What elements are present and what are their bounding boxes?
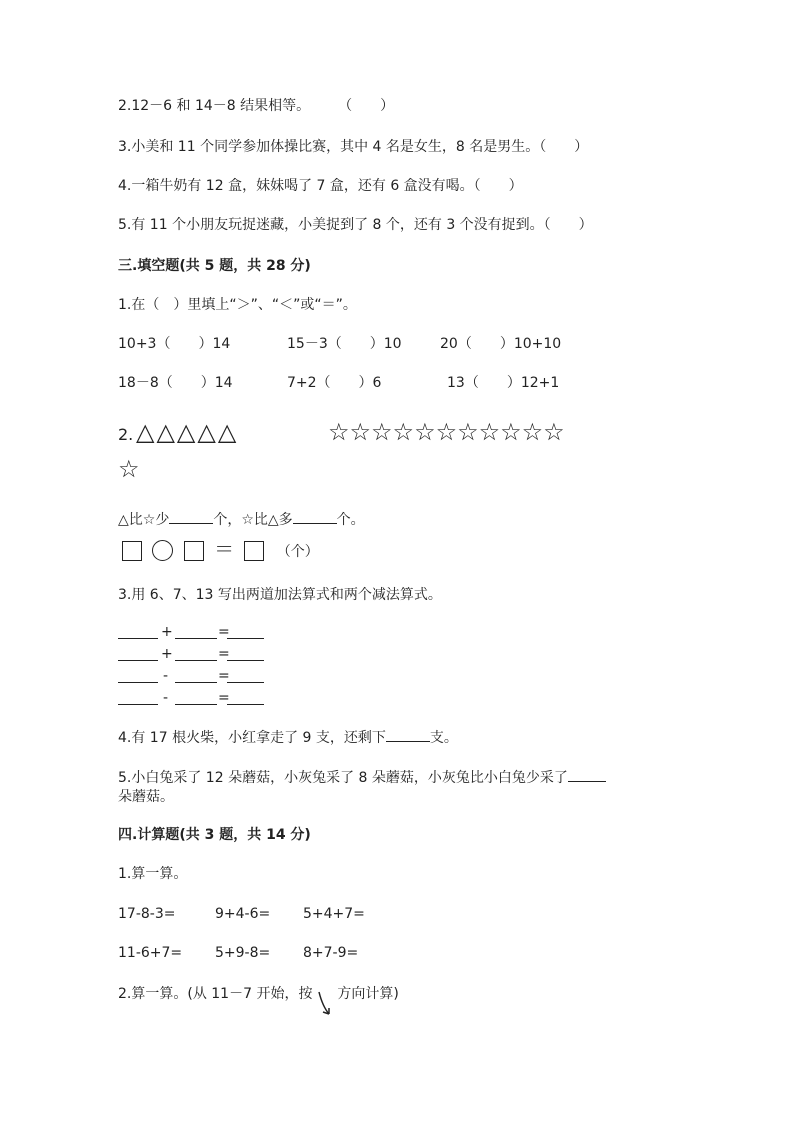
fill-question-4 [118, 726, 458, 748]
section-4-heading: 四.计算题(共 3 题，共 14 分) [118, 827, 311, 843]
equals-sign: = [218, 646, 230, 662]
equation-blank[interactable] [175, 682, 217, 683]
compare-item: 18－8（ ）14 [118, 375, 233, 391]
operator: - [163, 690, 169, 706]
compare-item: 15－3（ ）10 [287, 336, 402, 352]
question-4: 4.一箱牛奶有 12 盒，妹妹喝了 7 盒，还有 6 盒没有喝。（ ） [118, 178, 523, 194]
compare-text-a: △比☆少 [118, 512, 170, 528]
compare-item: 13（ ）12+1 [447, 375, 560, 391]
equals-sign: = [218, 624, 230, 640]
equation-blank[interactable] [175, 660, 217, 661]
compare-text-b: 个，☆比△多 [213, 512, 293, 528]
equation-blank[interactable] [227, 638, 264, 639]
answer-blank[interactable] [386, 726, 430, 742]
triangles-row: △△△△△ [136, 418, 239, 446]
equals-sign: = [218, 690, 230, 706]
equation-blank[interactable] [175, 704, 217, 705]
calc-item: 9+4-6= [215, 906, 271, 922]
answer-blank[interactable] [293, 508, 337, 524]
question-text-end: 方向计算) [337, 986, 399, 1002]
calc-question-1: 1.算一算。 [118, 866, 188, 882]
answer-blank[interactable] [568, 766, 606, 782]
calc-item: 5+4+7= [303, 906, 365, 922]
answer-box[interactable] [244, 541, 264, 561]
equation-blank[interactable] [118, 682, 158, 683]
fill-question-1: 1.在（ ）里填上“＞”、“＜”或“＝”。 [118, 297, 357, 313]
question-3: 3.小美和 11 个同学参加体操比赛，其中 4 名是女生，8 名是男生。（ ） [118, 139, 589, 155]
section-3-heading: 三.填空题(共 5 题，共 28 分) [118, 258, 311, 274]
equation-blank[interactable] [227, 660, 264, 661]
equation-blank[interactable] [118, 638, 158, 639]
fill-question-2-number: 2. [118, 425, 134, 444]
arrow-down-right-icon [317, 984, 333, 1004]
stars-row-2: ☆ [118, 455, 140, 483]
fill-question-5 [118, 766, 606, 788]
calc-question-2 [118, 984, 399, 1004]
calc-item: 17-8-3= [118, 906, 176, 922]
question-text: 4.有 17 根火柴，小红拿走了 9 支，还剩下 [118, 730, 386, 746]
question-text-end: 支。 [429, 730, 458, 746]
calc-item: 5+9-8= [215, 945, 271, 961]
question-text: 5.小白兔采了 12 朵蘑菇，小灰兔采了 8 朵蘑菇，小灰兔比小白兔少采了 [118, 770, 568, 786]
question-5: 5.有 11 个小朋友玩捉迷藏，小美捉到了 8 个，还有 3 个没有捉到。（ ） [118, 217, 593, 233]
unit-label: （个） [276, 544, 319, 560]
equation-blank[interactable] [118, 660, 158, 661]
equals-sign: = [218, 668, 230, 684]
stars-row: ☆☆☆☆☆☆☆☆☆☆☆ [328, 418, 565, 446]
compare-item: 20（ ）10+10 [440, 336, 562, 352]
answer-box[interactable] [122, 541, 142, 561]
question-2: 2.12－6 和 14－8 结果相等。 （ ） [118, 98, 395, 114]
question-text: 2.算一算。(从 11－7 开始，按 [118, 986, 313, 1002]
operator-circle[interactable] [152, 540, 173, 561]
calc-item: 8+7-9= [303, 945, 359, 961]
calc-item: 11-6+7= [118, 945, 183, 961]
operator: + [161, 624, 173, 640]
compare-item: 7+2（ ）6 [287, 375, 382, 391]
equation-boxes [122, 537, 319, 564]
equation-blank[interactable] [175, 638, 217, 639]
operator: + [161, 646, 173, 662]
equals-sign: ＝ [214, 537, 235, 561]
fill-question-5-cont: 朵蘑菇。 [118, 789, 174, 805]
compare-text-c: 个。 [336, 512, 365, 528]
answer-box[interactable] [184, 541, 204, 561]
equation-blank[interactable] [227, 704, 264, 705]
operator: - [163, 668, 169, 684]
compare-item: 10+3（ ）14 [118, 336, 231, 352]
answer-blank[interactable] [169, 508, 213, 524]
fill-question-3: 3.用 6、7、13 写出两道加法算式和两个减法算式。 [118, 587, 442, 603]
equation-blank[interactable] [118, 704, 158, 705]
equation-blank[interactable] [227, 682, 264, 683]
fill-question-2-text [118, 508, 365, 530]
